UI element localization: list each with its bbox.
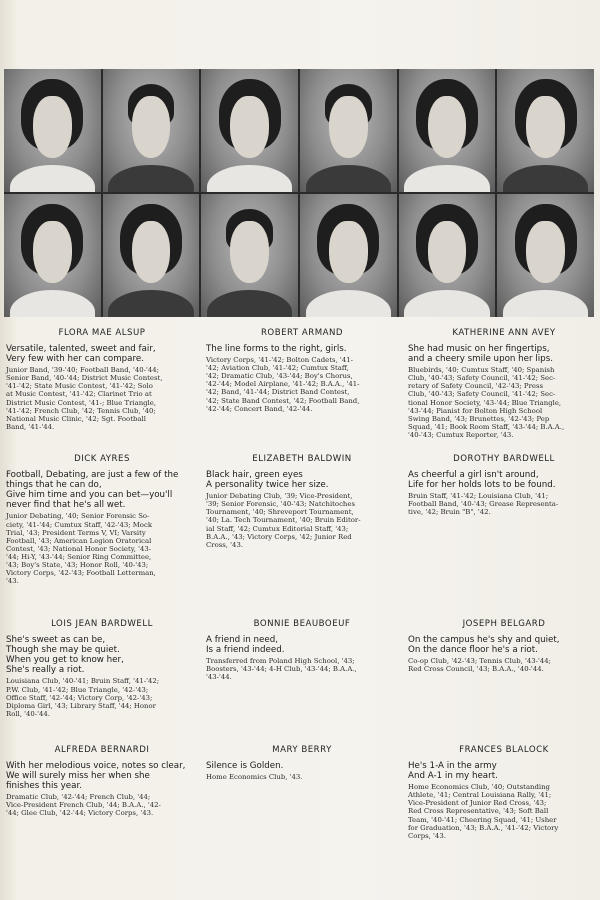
student-activities: Home Economics Club, '43. (206, 773, 303, 782)
student-activities: Bluebirds, '40; Cumtux Staff, '40; Spanish Club, '40-'43; Safety Council, '41-'42; Sec- retary of Safety Council, '42-'43; Press Club, '40-'43; Safety Council, '41-'42; Sec- tional Honor Society, '43-'44; Blue Triangle, '43-'44; Pianist for Bolton High School Swing Band, '43; Brunettes, '42-'43; Pep Squad, '41; Book Room Staff, '43-'44; B.A.A., '40-'43; Cumtux Reporter, '43. (408, 366, 565, 439)
student-name: DICK AYRES (74, 454, 130, 464)
student-verse: She had music on her fingertips, and a cheery smile upon her lips. (408, 344, 553, 365)
student-name: KATHERINE ANN AVEY (452, 328, 556, 338)
student-verse: As cheerful a girl isn't around, Life for her holds lots to be found. (408, 470, 556, 491)
student-verse: She's sweet as can be, Though she may be quiet. When you get to know her, She's really a riot. (6, 635, 124, 676)
student-name: LOIS JEAN BARDWELL (51, 619, 153, 629)
student-activities: Louisiana Club, '40-'41; Bruin Staff, '41-'42; P.W. Club, '41-'42; Blue Triangle, '42-'43; Office Staff, '42-'44; Victory Corp, '42-'43; Diploma Girl, '43; Library Staff, '44; Honor Roll, '40-'44. (6, 677, 160, 718)
portrait-photo (300, 69, 397, 192)
student-verse: Silence is Golden. (206, 761, 284, 772)
student-entry (6, 745, 198, 818)
student-activities: Victory Corps, '41-'42; Bolton Cadets, '41- '42; Aviation Club, '41-'42; Cumtux Staff, '42; Dramatic Club, '43-'44; Boy's Chorus, '42-'44; Model Airplane, '41-'42; B.A.A., '41- '42; Band, '41-'44; District Band Contest, '42; State Band Contest, '42; Football Band, '42-'44; Concert Band, '42-'44. (206, 356, 360, 413)
student-name: ROBERT ARMAND (260, 328, 344, 338)
student-entry (408, 745, 600, 840)
student-entry (206, 328, 398, 413)
portrait-grid (4, 69, 594, 317)
student-name: MARY BERRY (272, 745, 332, 755)
student-verse: Black hair, green eyes A personality twice her size. (206, 470, 329, 491)
portrait-photo (4, 194, 101, 317)
student-verse: Football, Debating, are just a few of the things that he can do, Give him time and you can bet—you'll never find that he's all wet. (6, 470, 179, 511)
student-entry (408, 328, 600, 439)
student-entry (408, 619, 600, 673)
student-name: FRANCES BLALOCK (459, 745, 549, 755)
student-name: BONNIE BEAUBOEUF (253, 619, 351, 629)
student-activities: Bruin Staff, '41-'42; Louisiana Club, '41; Football Band, '40-'43; Grease Representa- tive, '42; Bruin "B", '42. (408, 492, 559, 517)
student-verse: He's 1-A in the army And A-1 in my heart. (408, 761, 498, 782)
student-activities: Junior Debating, '40; Senior Forensic So- ciety, '41-'44; Cumtux Staff, '42-'43; Mock Trial, '43; President Terms V, VI; Varsity Football, '43; American Legion Oratorical Contest, '43; National Honor Society, '43- '44; Hi-Y, '43-'44; Senior Ring Committee, '43; Boy's State, '43; Honor Roll, '40-'43; Victory Corps, '42-'43; Football Letterman, '43. (6, 512, 156, 586)
student-entry (408, 454, 600, 516)
student-entry (6, 454, 198, 585)
portrait-photo (399, 69, 496, 192)
student-activities: Junior Band, '39-'40; Football Band, '40-'44; Senior Band, '40-'44; District Music Contest, '41-'42; State Music Contest, '41-'42; Solo at Music Contest, '41-'42; Clarinet Trio at District Music Contest, '41-; Blue Triangle, '41-'42; French Club, '42; Tennis Club, '40; National Music Clinic, '42; Sgt. Football Band, '41-'44. (6, 366, 163, 431)
portrait-photo (201, 69, 298, 192)
student-name: ELIZABETH BALDWIN (252, 454, 352, 464)
student-entry (206, 454, 398, 549)
portrait-photo (497, 194, 594, 317)
student-activities: Junior Debating Club, '39; Vice-President, '39; Senior Forensic, '40-'43; Natchitoches Tournament, '40; Shreveport Tournament, '40; La. Tech Tournament, '40; Bruin Editor- ial Staff, '42; Cumtux Editorial Staff, '43; B.A.A., '43; Victory Corps, '42; Junior Red Cross, '43. (206, 492, 361, 549)
student-activities: Home Economics Club, '40; Outstanding Athlete, '41; Central Louisiana Rally, '41; Vice-President of Junior Red Cross, '43; Red Cross Representative, '43; Soft Ball Team, '40-'41; Cheering Squad, '41; Usher for Graduation, '43; B.A.A., '41-'42; Victory Corps, '43. (408, 783, 559, 840)
student-activities: Co-op Club, '42-'43; Tennis Club, '43-'44; Red Cross Council, '43; B.A.A., '40-'44. (408, 657, 551, 674)
portrait-photo (300, 194, 397, 317)
student-name: ALFREDA BERNARDI (54, 745, 150, 755)
portrait-photo (103, 194, 200, 317)
student-verse: Versatile, talented, sweet and fair, Very few with her can compare. (6, 344, 156, 365)
student-verse: On the campus he's shy and quiet, On the dance floor he's a riot. (408, 635, 560, 656)
student-entry (206, 745, 398, 781)
student-entry (206, 619, 398, 681)
student-entry (6, 328, 198, 431)
portrait-photo (497, 69, 594, 192)
portrait-photo (201, 194, 298, 317)
student-verse: With her melodious voice, notes so clear, We will surely miss her when she finishes this year. (6, 761, 186, 792)
student-name: DOROTHY BARDWELL (453, 454, 555, 464)
student-activities: Transferred from Poland High School, '43; Boosters, '43-'44; 4-H Club, '43-'44; B.A.A., '43-'44. (206, 657, 357, 682)
student-entry (6, 619, 198, 718)
student-name: JOSEPH BELGARD (462, 619, 546, 629)
portrait-photo (4, 69, 101, 192)
student-name: FLORA MAE ALSUP (58, 328, 146, 338)
student-activities: Dramatic Club, '42-'44; French Club, '44; Vice-President French Club, '44; B.A.A., '42- '44; Glee Club, '42-'44; Victory Corps, '43. (6, 793, 161, 818)
portrait-photo (103, 69, 200, 192)
student-verse: A friend in need, Is a friend indeed. (206, 635, 285, 656)
portrait-photo (399, 194, 496, 317)
student-verse: The line forms to the right, girls. (206, 344, 347, 355)
